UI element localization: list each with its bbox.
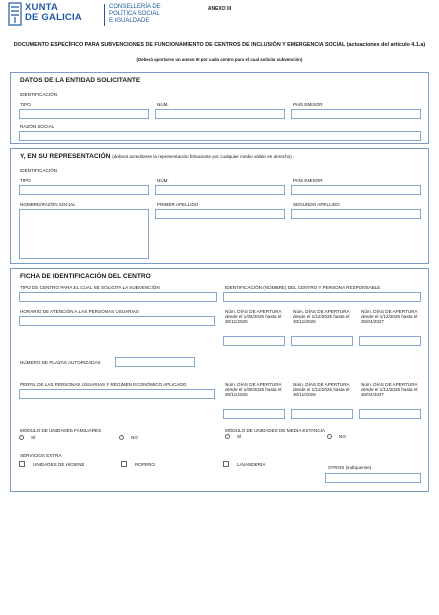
days-open-period2-field[interactable]: [291, 336, 353, 346]
logo-wordmark: XUNTA DE GALICIA: [25, 2, 82, 23]
medium-stay-module-label: MÓDULO DE UNIDADES DE MEDIA ESTANCIA: [225, 428, 325, 433]
days-open-period3-label: Núm. DÍAS DE APERTURA desde el 1/12/2026 hasta el 30/04/2027: [361, 309, 418, 325]
rep-first-surname-field[interactable]: [155, 209, 285, 219]
entity-country-field[interactable]: [291, 109, 421, 119]
razon-social-label: RAZÓN SOCIAL: [20, 124, 55, 129]
rep-second-surname-field[interactable]: [291, 209, 421, 219]
identification-label: IDENTIFICACIÓN: [20, 92, 58, 97]
section-title: Y, EN SU REPRESENTACIÓN (deberá acreditarse la representación fehaciente por cualquier medio válido en derecho): [20, 153, 292, 160]
center-identification-label: IDENTIFICACIÓN (NOMBRE) DEL CENTRO Y PERSONA RESPONSABLE: [225, 285, 381, 290]
laundry-label: LAVANDERÍA: [237, 462, 266, 467]
section-note: (deberá acreditarse la representación fehaciente por cualquier medio válido en derecho): [112, 154, 292, 159]
first-surname-label: PRIMER APELLIDO: [157, 202, 199, 207]
authorized-places-label: NÚMERO DE PLAZAS AUTORIZADAS: [20, 360, 101, 365]
schedule-label: HORARIO DE ATENCIÓN A LAS PERSONAS USUARIAS: [20, 309, 139, 314]
representative-section: [10, 148, 429, 264]
hygiene-units-label: UNIDADES DE HIGIENE: [33, 462, 85, 467]
days-open-period1-label: Núm. DÍAS DE APERTURA desde el 1/05/2025 hasta el 30/11/2025: [225, 309, 282, 325]
num-label: NÚM.: [157, 102, 169, 107]
profile-days-period2-field[interactable]: [291, 409, 353, 419]
document-title: DOCUMENTO ESPECÍFICO PARA SUBVENCIONES DE FUNCIONAMIENTO DE CENTROS DE INCLUSIÓN Y EMERGENCIA SOCIAL (actuaciones del artículo 4.1.a): [13, 42, 426, 48]
country-label: PAÍS EMISOR: [293, 102, 323, 107]
center-type-label: TIPO DE CENTRO PARA EL CUAL SE SOLICITA LA SUBVENCIÓN: [20, 285, 160, 290]
extra-services-label: SERVICIOS EXTRA: [20, 453, 62, 458]
user-profile-field[interactable]: [19, 389, 215, 399]
second-surname-label: SEGUNDO APELLIDO: [293, 202, 340, 207]
department-name: CONSELLERÍA DE POLÍTICA SOCIAL E IGUALDADE: [109, 4, 161, 24]
family-units-yes-radio[interactable]: [19, 435, 24, 440]
tipo-label: TIPO: [20, 178, 31, 183]
annex-label: ANEXO III: [207, 6, 232, 12]
entity-razon-social-field[interactable]: [19, 131, 421, 141]
identification-label: IDENTIFICACIÓN: [20, 168, 58, 173]
tipo-label: TIPO: [20, 102, 31, 107]
profile-days-period1-field[interactable]: [223, 409, 285, 419]
days-open-period2-label: Núm. DÍAS DE APERTURA desde el 1/12/2025 hasta el 30/11/2026: [293, 382, 350, 398]
others-label: OTROS (indíquense): [328, 465, 372, 470]
medium-stay-no-radio[interactable]: [327, 434, 332, 439]
medium-stay-yes-radio[interactable]: [225, 434, 230, 439]
no-label: NO: [339, 434, 346, 439]
days-open-period2-label: Núm. DÍAS DE APERTURA desde el 1/12/2025 hasta el 30/11/2026: [293, 309, 350, 325]
rep-tipo-field[interactable]: [19, 185, 149, 195]
section-title: DATOS DE LA ENTIDAD SOLICITANTE: [20, 77, 141, 84]
center-identification-field[interactable]: [223, 292, 421, 302]
document-subtitle: (Deberá aportarse un anexo III por cada centro para el cual solicita subvención): [136, 57, 303, 62]
days-open-period3-field[interactable]: [359, 336, 421, 346]
rep-name-field[interactable]: [19, 209, 149, 259]
rep-country-field[interactable]: [291, 185, 421, 195]
days-open-period1-label: Núm. DÍAS DE APERTURA desde el 1/05/2025 hasta el 30/11/2025: [225, 382, 282, 398]
days-open-period1-field[interactable]: [223, 336, 285, 346]
applicant-entity-section: [10, 72, 429, 144]
authorized-places-field[interactable]: [115, 357, 195, 367]
user-profile-label: PERFIL DE LAS PERSONAS USUARIAS Y RÉGIMEN ECONÓMICO APLICADO: [20, 382, 187, 387]
schedule-field[interactable]: [19, 316, 215, 326]
country-label: PAÍS EMISOR: [293, 178, 323, 183]
hygiene-units-checkbox[interactable]: [19, 461, 25, 467]
profile-days-period3-field[interactable]: [359, 409, 421, 419]
days-open-period3-label: Núm. DÍAS DE APERTURA desde el 1/12/2026 hasta el 30/04/2027: [361, 382, 418, 398]
family-units-module-label: MÓDULO DE UNIDADES FAMILIARES: [20, 428, 102, 433]
num-label: NÚM.: [157, 178, 169, 183]
yes-label: SÍ: [237, 434, 242, 439]
laundry-checkbox[interactable]: [223, 461, 229, 467]
entity-num-field[interactable]: [155, 109, 285, 119]
wardrobe-label: ROPERO: [135, 462, 155, 467]
others-field[interactable]: [325, 473, 421, 483]
entity-tipo-field[interactable]: [19, 109, 149, 119]
wardrobe-checkbox[interactable]: [121, 461, 127, 467]
family-units-no-radio[interactable]: [119, 435, 124, 440]
center-identification-section: [10, 268, 429, 492]
name-label: NOMBRE/RAZÓN SOCIAL: [20, 202, 76, 207]
yes-label: SÍ: [31, 435, 36, 440]
no-label: NO: [131, 435, 138, 440]
rep-num-field[interactable]: [155, 185, 285, 195]
center-type-field[interactable]: [19, 292, 217, 302]
section-title: FICHA DE IDENTIFICACIÓN DEL CENTRO: [20, 273, 151, 280]
